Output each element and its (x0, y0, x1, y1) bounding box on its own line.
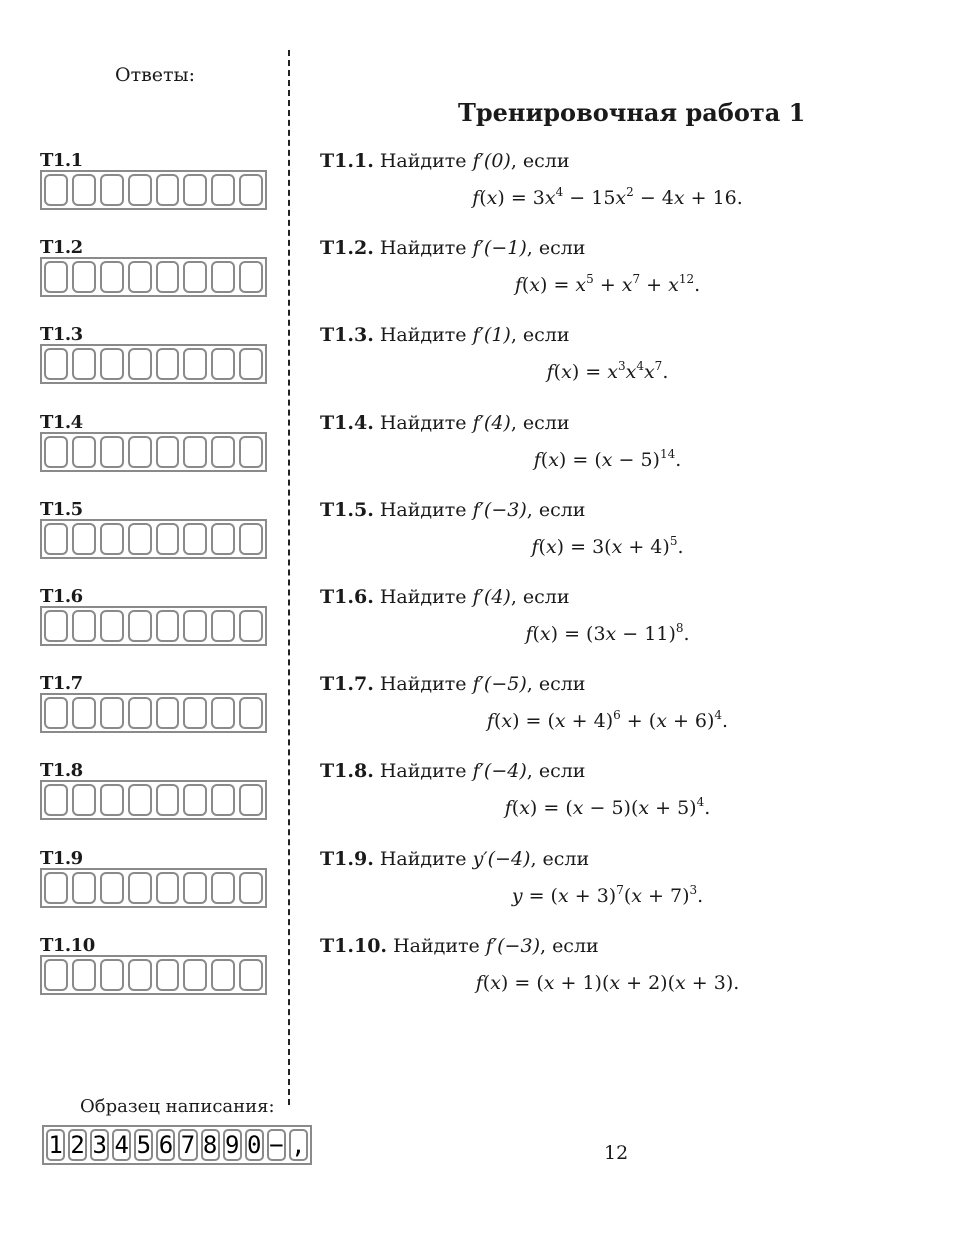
answer-cell[interactable] (100, 436, 124, 468)
answer-cell[interactable] (44, 261, 68, 293)
problem-formula: $y = (x + 3)^7(x + 7)^3$. (511, 882, 704, 907)
problem-suffix: , если (510, 150, 570, 172)
answer-cell[interactable] (128, 959, 152, 991)
answer-label: T1.2 (40, 237, 83, 259)
problem-number: T1.10. (320, 934, 388, 957)
answer-cell[interactable] (44, 174, 68, 206)
problem-number: T1.4. (320, 411, 374, 434)
problem-formula: $f(x) = 3(x + 4)^5$. (531, 533, 684, 558)
answer-grid (40, 955, 267, 995)
answer-label: T1.6 (40, 586, 83, 607)
answer-grid (40, 868, 267, 908)
problem-suffix: , если (526, 237, 586, 260)
answer-cell[interactable] (128, 174, 152, 206)
problem-prefix: Найдите (393, 934, 486, 957)
problem-number: T1.2. (320, 237, 374, 260)
answer-cell[interactable] (156, 697, 180, 729)
answer-cell[interactable] (239, 436, 263, 468)
problem-suffix: , если (526, 760, 586, 783)
answer-cell[interactable] (72, 697, 96, 729)
answer-cell[interactable] (211, 610, 235, 642)
answer-cell[interactable] (128, 348, 152, 380)
answer-cell[interactable] (239, 697, 263, 729)
derivative-expression: f′(−3) (472, 498, 527, 521)
problem-statement (320, 760, 585, 782)
answer-cell[interactable] (211, 959, 235, 991)
answer-cell[interactable] (156, 174, 180, 206)
problem-suffix: , если (510, 411, 570, 434)
sample-cell: 3 (90, 1129, 109, 1161)
answer-cell[interactable] (72, 610, 96, 642)
sample-cell: 1 (46, 1129, 65, 1161)
answer-cell[interactable] (211, 174, 235, 206)
problem-statement (320, 412, 570, 434)
answer-cell[interactable] (183, 610, 207, 642)
problem-suffix: , если (539, 934, 599, 957)
derivative-expression: f′(−4) (472, 760, 527, 783)
answer-cell[interactable] (239, 523, 263, 555)
sample-grid (42, 1125, 312, 1165)
sample-cell: 2 (68, 1129, 87, 1161)
sample-cell: 8 (201, 1129, 220, 1161)
problem-prefix: Найдите (379, 324, 473, 347)
answer-cell[interactable] (44, 872, 68, 904)
derivative-expression: f′(4) (472, 411, 511, 434)
answer-cell[interactable] (211, 523, 235, 555)
answer-cell[interactable] (128, 697, 152, 729)
problem-statement (320, 499, 585, 521)
problem-statement (320, 673, 585, 695)
problem-number: T1.5. (320, 498, 374, 521)
answer-cell[interactable] (100, 348, 124, 380)
answers-title: Ответы: (115, 64, 196, 86)
answer-cell[interactable] (183, 872, 207, 904)
answer-cell[interactable] (44, 784, 68, 816)
derivative-expression: f′(1) (472, 324, 511, 347)
problem-number: T1.6. (320, 586, 374, 608)
answer-grid (40, 344, 267, 384)
sample-cell: 9 (223, 1129, 242, 1161)
answer-cell[interactable] (211, 436, 235, 468)
answer-cell[interactable] (156, 523, 180, 555)
answer-cell[interactable] (72, 261, 96, 293)
answer-cell[interactable] (72, 523, 96, 555)
answer-cell[interactable] (44, 610, 68, 642)
problem-formula: f(x) = (x + 1)(x + 2)(x + 3). (475, 971, 740, 994)
problem-statement (320, 324, 570, 346)
page-number: 12 (604, 1142, 629, 1164)
answer-cell[interactable] (128, 436, 152, 468)
problem-formula: $f(x) = (x - 5)^{14}$. (533, 446, 682, 471)
problem-formula: $f(x) = x^3x^4x^7$. (546, 359, 669, 384)
answer-label: T1.10 (40, 934, 95, 956)
derivative-expression: f′(−3) (485, 934, 540, 957)
sample-cell: 4 (112, 1129, 131, 1161)
problem-prefix: Найдите (379, 847, 473, 870)
problem-statement (320, 586, 570, 608)
answer-cell[interactable] (128, 872, 152, 904)
answer-cell[interactable] (156, 436, 180, 468)
answer-cell[interactable] (239, 872, 263, 904)
page-title: Тренировочная работа 1 (458, 98, 806, 127)
answer-cell[interactable] (72, 872, 96, 904)
problem-statement (320, 150, 570, 172)
answer-cell[interactable] (44, 959, 68, 991)
answer-cell[interactable] (156, 261, 180, 293)
sample-cell: 6 (156, 1129, 175, 1161)
sample-cell: − (267, 1129, 286, 1161)
answer-cell[interactable] (128, 784, 152, 816)
answer-cell[interactable] (183, 436, 207, 468)
problem-suffix: , если (526, 498, 586, 521)
answer-cell[interactable] (72, 959, 96, 991)
answer-cell[interactable] (72, 784, 96, 816)
answer-cell[interactable] (100, 610, 124, 642)
answer-cell[interactable] (72, 174, 96, 206)
answer-grid (40, 693, 267, 733)
problem-formula: $f(x) = x^5 + x^7 + x^{12}$. (514, 272, 701, 297)
problem-prefix: Найдите (379, 150, 473, 172)
answer-cell[interactable] (156, 872, 180, 904)
problem-suffix: , если (526, 673, 586, 696)
problem-prefix: Найдите (379, 760, 473, 783)
answer-cell[interactable] (211, 348, 235, 380)
answer-label: T1.1 (40, 150, 83, 171)
answer-cell[interactable] (183, 959, 207, 991)
answer-cell[interactable] (100, 959, 124, 991)
problem-prefix: Найдите (379, 411, 473, 434)
answer-cell[interactable] (183, 261, 207, 293)
problem-prefix: Найдите (379, 673, 473, 696)
answer-cell[interactable] (183, 523, 207, 555)
problem-number: T1.1. (320, 150, 374, 172)
problem-number: T1.7. (320, 673, 374, 696)
answer-cell[interactable] (239, 610, 263, 642)
answer-cell[interactable] (72, 348, 96, 380)
answer-cell[interactable] (100, 872, 124, 904)
answer-grid (40, 170, 267, 210)
answer-cell[interactable] (156, 959, 180, 991)
derivative-expression: y′(−4) (472, 847, 531, 870)
answer-cell[interactable] (156, 348, 180, 380)
sample-cell: 7 (178, 1129, 197, 1161)
problem-suffix: , если (510, 324, 570, 347)
answer-cell[interactable] (183, 348, 207, 380)
answer-cell[interactable] (128, 261, 152, 293)
answer-cell[interactable] (239, 959, 263, 991)
answer-cell[interactable] (239, 261, 263, 293)
problem-suffix: , если (530, 847, 590, 870)
answer-cell[interactable] (211, 784, 235, 816)
derivative-expression: f′(4) (472, 586, 511, 608)
problem-number: T1.9. (320, 847, 374, 870)
answer-cell[interactable] (128, 523, 152, 555)
answer-cell[interactable] (211, 697, 235, 729)
derivative-expression: f′(0) (472, 150, 511, 172)
problem-statement (320, 935, 599, 957)
problem-formula: $f(x) = (x - 5)(x + 5)^4$. (504, 795, 711, 820)
answer-cell[interactable] (239, 174, 263, 206)
problem-formula: $f(x) = (x + 4)^6 + (x + 6)^4$. (486, 708, 729, 733)
answer-cell[interactable] (183, 784, 207, 816)
answer-cell[interactable] (44, 697, 68, 729)
problem-suffix: , если (510, 586, 570, 608)
answer-grid (40, 519, 267, 559)
answer-cell[interactable] (156, 610, 180, 642)
problem-statement (320, 237, 585, 259)
problem-number: T1.8. (320, 760, 374, 783)
problem-prefix: Найдите (379, 237, 473, 260)
answer-label: T1.4 (40, 411, 83, 433)
sample-label: Образец написания: (80, 1096, 275, 1117)
problem-prefix: Найдите (379, 586, 473, 608)
column-divider (288, 50, 290, 1105)
answer-cell[interactable] (128, 610, 152, 642)
problem-prefix: Найдите (379, 498, 473, 521)
answer-cell[interactable] (211, 261, 235, 293)
answer-cell[interactable] (72, 436, 96, 468)
answer-cell[interactable] (44, 523, 68, 555)
answer-cell[interactable] (100, 784, 124, 816)
answer-cell[interactable] (100, 174, 124, 206)
answer-label: T1.8 (40, 760, 83, 782)
answer-label: T1.3 (40, 324, 83, 346)
answer-cell[interactable] (100, 261, 124, 293)
answer-cell[interactable] (44, 436, 68, 468)
sample-cell: 0 (245, 1129, 264, 1161)
answer-grid (40, 780, 267, 820)
sample-cell: , (289, 1129, 308, 1161)
sample-cell: 5 (134, 1129, 153, 1161)
derivative-expression: f′(−1) (472, 237, 527, 260)
answer-grid (40, 432, 267, 472)
answer-label: T1.7 (40, 673, 83, 695)
answer-cell[interactable] (100, 523, 124, 555)
problem-number: T1.3. (320, 324, 374, 347)
problem-formula: $f(x) = 3x^4 - 15x^2 - 4x + 16$. (472, 185, 743, 209)
answer-cell[interactable] (239, 348, 263, 380)
answer-label: T1.9 (40, 847, 83, 869)
answer-cell[interactable] (183, 174, 207, 206)
answer-cell[interactable] (239, 784, 263, 816)
answer-cell[interactable] (156, 784, 180, 816)
answer-cell[interactable] (44, 348, 68, 380)
answer-grid (40, 257, 267, 297)
problem-formula: $f(x) = (3x - 11)^8$. (525, 621, 690, 645)
answer-cell[interactable] (211, 872, 235, 904)
answer-label: T1.5 (40, 498, 83, 520)
answer-cell[interactable] (183, 697, 207, 729)
answer-grid (40, 606, 267, 646)
derivative-expression: f′(−5) (472, 673, 527, 696)
problem-statement (320, 848, 589, 870)
answer-cell[interactable] (100, 697, 124, 729)
